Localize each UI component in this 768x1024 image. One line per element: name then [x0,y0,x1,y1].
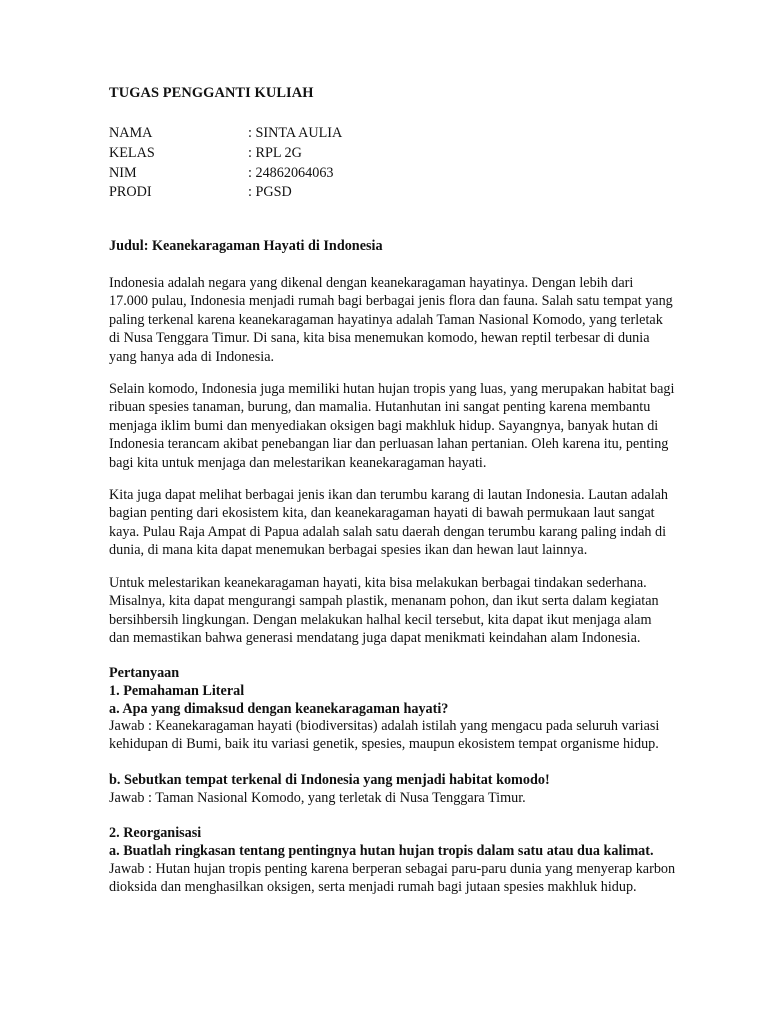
question-2a: a. Buatlah ringkasan tentang pentingnya hutan hujan tropis dalam satu atau dua kalimat. [109,843,654,859]
info-value: : 24862064063 [248,164,334,181]
info-row-nim [109,164,509,184]
info-row-kelas [109,144,509,164]
paragraph-line: bagi kita untuk menjaga dan melestarikan keanekaragaman hayati. [109,454,487,471]
paragraph-line: Misalnya, kita dapat mengurangi sampah plastik, menanam pohon, dan ikut serta dalam kegiatan [109,593,659,610]
answer-2a [109,860,709,897]
essay-title: Judul: Keanekaragaman Hayati di Indonesia [109,238,383,254]
info-value: : SINTA AULIA [248,125,343,141]
paragraph-line: ribuan spesies tanaman, burung, dan mamalia. Hutanhutan ini sangat penting karena membantu [109,399,651,416]
paragraph-line: bagian penting dari ekosistem kita, dan keanekaragaman hayati di bawah permukaan laut sangat [109,505,655,522]
info-label: PRODI [109,184,152,201]
answer-b: Jawab : Taman Nasional Komodo, yang terletak di Nusa Tenggara Timur. [109,790,526,806]
info-row-nama [109,124,509,144]
paragraph-line: kaya. Pulau Raja Ampat di Papua adalah salah satu daerah dengan terumbu karang paling indah di [109,523,667,540]
paragraph-line: bersihbersih lingkungan. Dengan melakukan halhal kecil tersebut, kita dapat ikut menjaga alam [109,611,652,628]
paragraph-line: Kita juga dapat melihat berbagai jenis ikan dan terumbu karang di lautan Indonesia. Lautan adalah [109,487,669,503]
paragraph-line: paling terkenal karena keanekaragaman hayatinya adalah Taman Nasional Komodo, yang terletak [109,311,663,328]
paragraph-line: yang hanya ada di Indonesia. [109,348,275,365]
questions-heading: Pertanyaan [109,665,180,681]
paragraph-line: Indonesia terancam akibat penebangan liar dan perluasan lahan pertanian. Oleh karena itu, penting [109,436,669,453]
answer-line: Jawab : Hutan hujan tropis penting karena berperan sebagai paru-paru dunia yang menyerap karbon [109,861,676,877]
answer-a: Jawab : Keanekaragaman hayati (biodiversitas) adalah istilah yang mengacu pada seluruh variasi kehidupan di Bumi, baik itu variasi genetik, spesies, maupun ekosistem tempat organisme hidup. [109,718,660,753]
paragraph-line: dan memastikan bahwa generasi mendatang juga dapat menikmati keindahan alam Indonesia. [109,630,641,647]
paragraph-line: 17.000 pulau, Indonesia menjadi rumah bagi berbagai jenis flora dan fauna. Salah satu tempat yang [109,293,673,310]
section-heading-reorganisasi: 2. Reorganisasi [109,825,202,841]
paragraph-line: menjaga iklim bumi dan menyediakan oksigen bagi makhluk hidup. Sayangnya, banyak hutan di [109,417,659,434]
paragraph-4 [109,574,689,648]
info-value: : PGSD [248,184,292,201]
paragraph-line: Indonesia adalah negara yang dikenal dengan keanekaragaman hayatinya. Dengan lebih dari [109,275,634,291]
student-info [109,124,509,203]
info-label: KELAS [109,144,155,161]
section-heading-literal: 1. Pemahaman Literal [109,683,245,699]
document-title: TUGAS PENGGANTI KULIAH [109,85,314,101]
question-a: a. Apa yang dimaksud dengan keanekaragaman hayati? [109,701,449,717]
paragraph-line: Selain komodo, Indonesia juga memiliki hutan hujan tropis yang luas, yang merupakan habitat bagi [109,381,675,397]
paragraph-2 [109,380,689,472]
paragraph-line: Untuk melestarikan keanekaragaman hayati, kita bisa melakukan berbagai tindakan sederhana. [109,575,647,591]
paragraph-line: di Nusa Tenggara Timur. Di sana, kita bisa menemukan komodo, hewan reptil terbesar di dunia [109,330,650,347]
question-b: b. Sebutkan tempat terkenal di Indonesia yang menjadi habitat komodo! [109,772,550,788]
info-label: NIM [109,164,137,181]
paragraph-1 [109,274,689,366]
info-row-prodi [109,183,509,203]
paragraph-3 [109,486,689,560]
info-label: NAMA [109,125,153,141]
paragraph-line: dunia, di mana kita dapat menemukan berbagai spesies ikan dan hewan laut lainnya. [109,542,588,559]
answer-line: dioksida dan menghasilkan oksigen, serta menjadi rumah bagi jutaan spesies makhluk hidup. [109,879,637,896]
info-value: : RPL 2G [248,144,302,161]
